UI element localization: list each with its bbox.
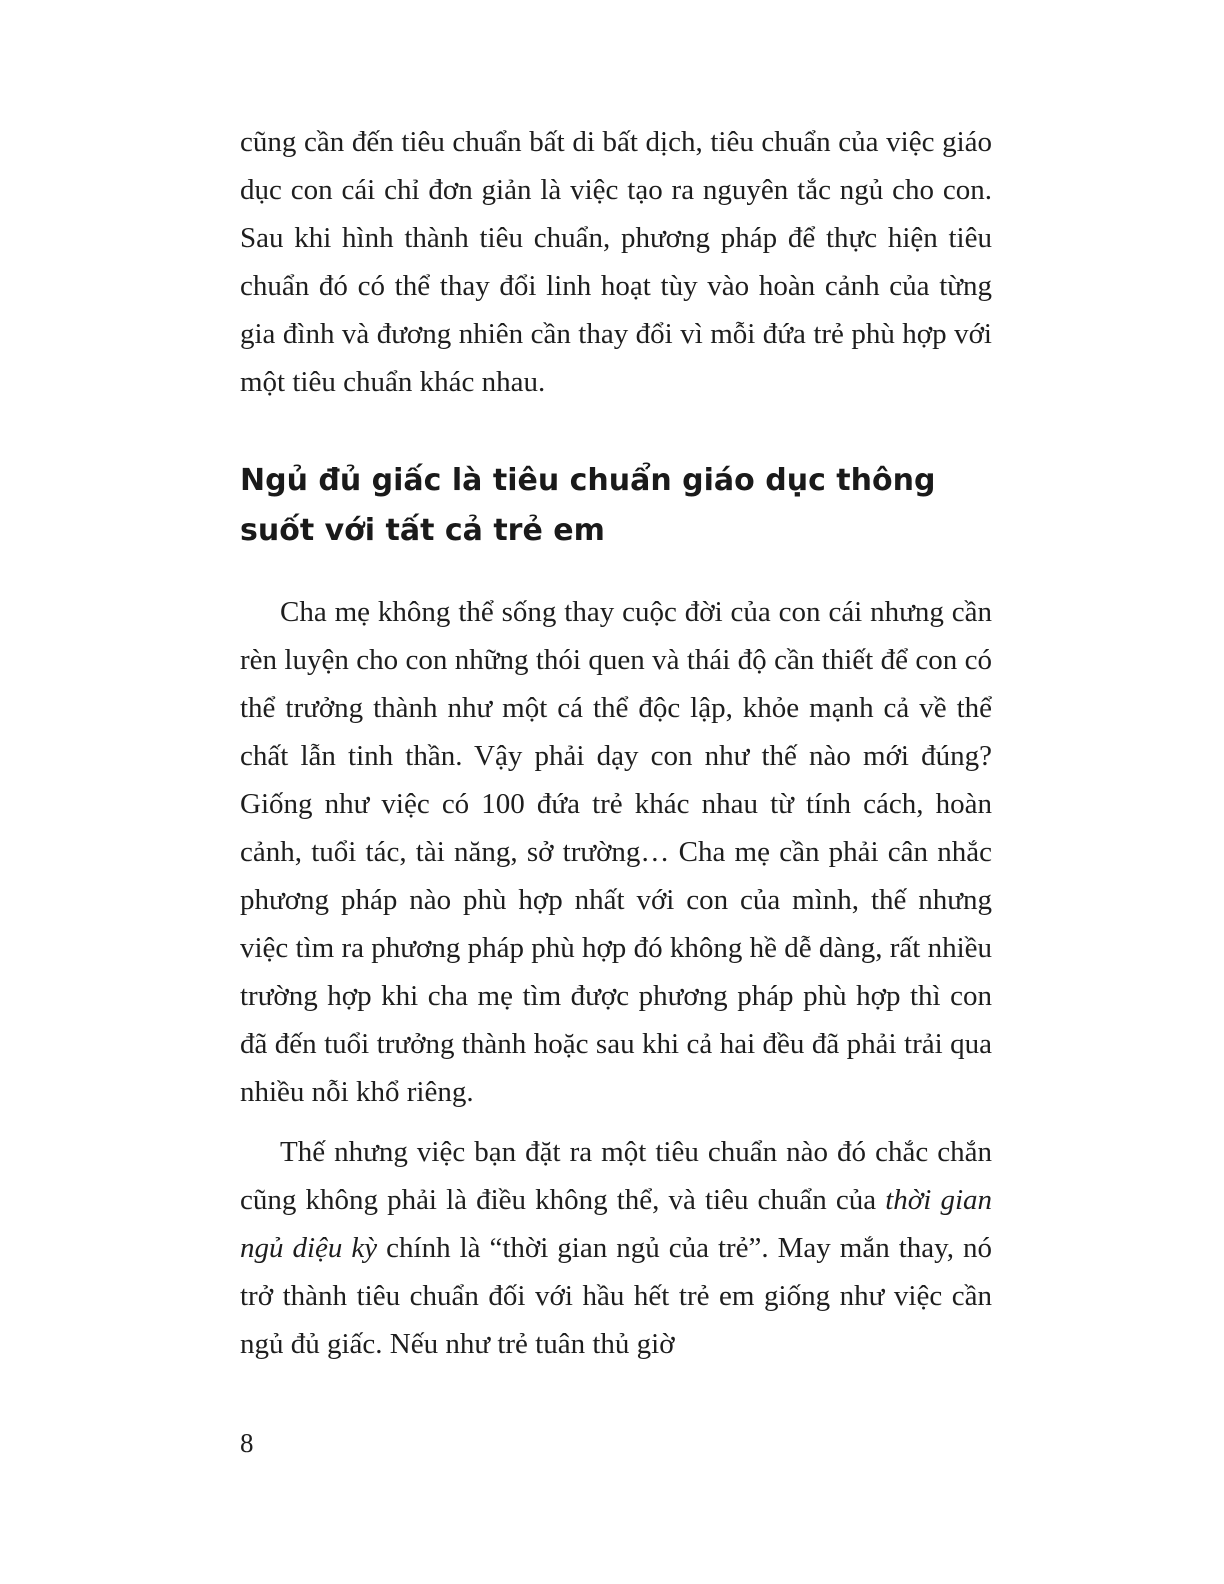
italic-phrase: thời gian ngủ diệu kỳ	[240, 1184, 992, 1264]
paragraph-text: chính là “thời gian ngủ của trẻ”. May mắn thay, nó trở thành tiêu chuẩn đối với hầu hết trẻ em giống như việc cần ngủ đủ giấc. Nếu như trẻ tuân thủ giờ	[240, 1232, 992, 1360]
paragraph: Cha mẹ không thể sống thay cuộc đời của con cái nhưng cần rèn luyện cho con những thói quen và thái độ cần thiết để con có thể trưởng thành như một cá thể độc lập, khỏe mạnh cả về thể chất lẫn tinh thần. Vậy phải dạy con như thế nào mới đúng? Giống như việc có 100 đứa trẻ khác nhau từ tính cách, hoàn cảnh, tuổi tác, tài năng, sở trường… Cha mẹ cần phải cân nhắc phương pháp nào phù hợp nhất với con của mình, thế nhưng việc tìm ra phương pháp phù hợp đó không hề dễ dàng, rất nhiều trường hợp khi cha mẹ tìm được phương pháp phù hợp thì con đã đến tuổi trưởng thành hoặc sau khi cả hai đều đã phải trải qua nhiều nỗi khổ riêng.	[240, 596, 992, 1108]
text-block	[240, 118, 992, 1368]
paragraph-continuation: cũng cần đến tiêu chuẩn bất di bất dịch, tiêu chuẩn của việc giáo dục con cái chỉ đơn giản là việc tạo ra nguyên tắc ngủ cho con. Sau khi hình thành tiêu chuẩn, phương pháp để thực hiện tiêu chuẩn đó có thể thay đổi linh hoạt tùy vào hoàn cảnh của từng gia đình và đương nhiên cần thay đổi vì mỗi đứa trẻ phù hợp với một tiêu chuẩn khác nhau.	[240, 126, 992, 398]
section-heading: Ngủ đủ giấc là tiêu chuẩn giáo dục thông suốt với tất cả trẻ em	[240, 463, 936, 548]
paragraph	[240, 1128, 992, 1368]
paragraph-text: Thế nhưng việc bạn đặt ra một tiêu chuẩn nào đó chắc chắn cũng không phải là điều không thể, và tiêu chuẩn của	[240, 1136, 992, 1216]
page-number: 8	[240, 1428, 254, 1458]
